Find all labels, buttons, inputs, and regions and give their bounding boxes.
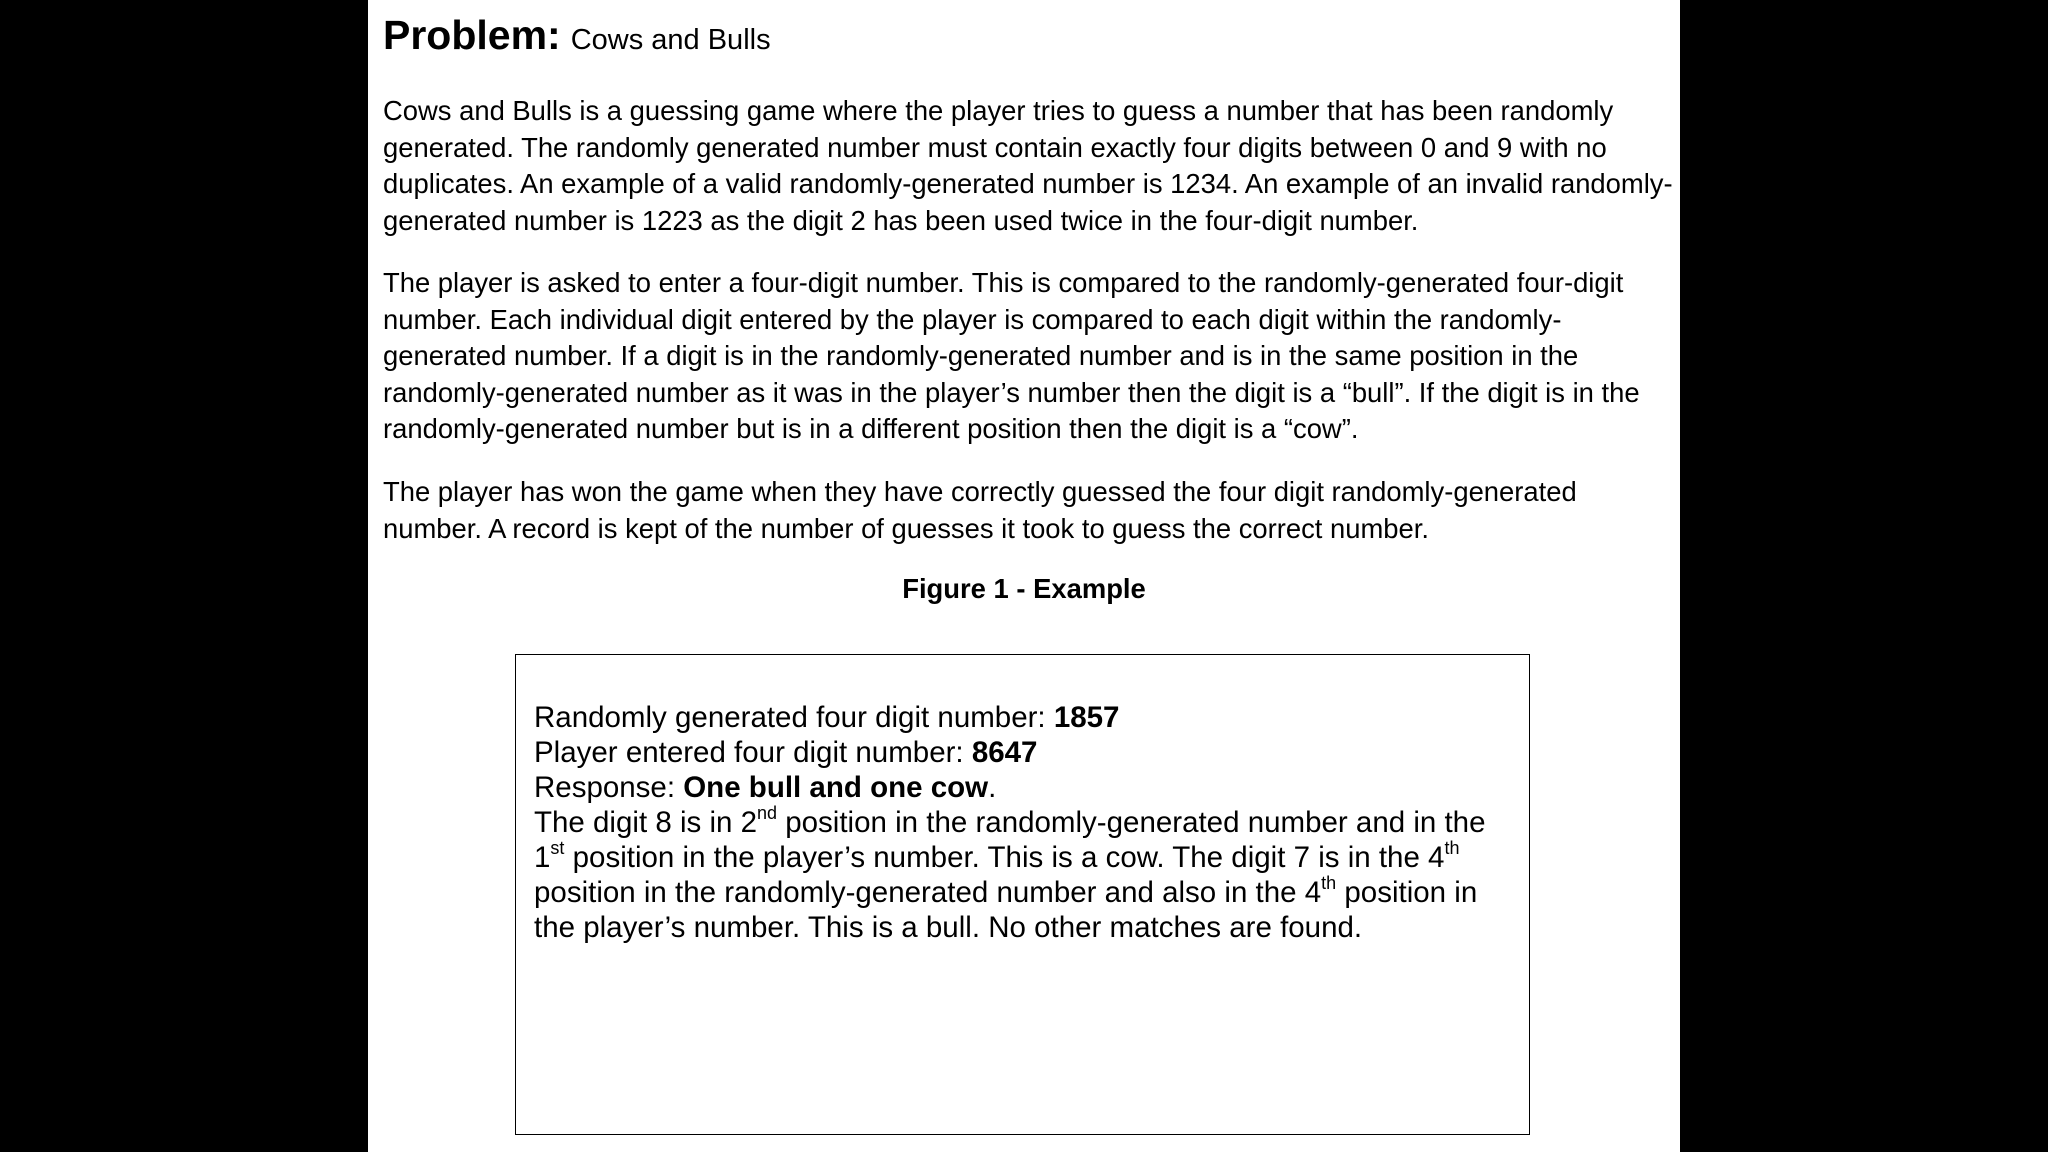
example-box: [515, 654, 1530, 1135]
heading-title: Cows and Bulls: [570, 24, 771, 56]
player-number-label: Player entered four digit number:: [534, 736, 972, 769]
response-line: [534, 770, 1524, 805]
rules-paragraph: The player is asked to enter a four-digit number. This is compared to the randomly-generated four-digit number. Each individual digit entered by the player is compared to each digit within the randomly-generated number. If a digit is in the randomly-generated number and is in the same position in the randomly-generated number as it was in the player’s number then the digit is a “bull”. If the digit is in the randomly-generated number but is in a different position then the digit is a “cow”.: [383, 267, 1640, 445]
explanation-text: position in: [1336, 876, 1478, 909]
explanation-line-3: [534, 875, 1524, 910]
explanation-text: The digit 8 is in 2: [534, 806, 758, 839]
player-number-value: 8647: [971, 736, 1038, 769]
explanation-text: position in the randomly-generated number and in the: [777, 806, 1486, 839]
explanation-text: position in the randomly-generated number and also in the 4: [534, 876, 1322, 909]
random-number-label: Randomly generated four digit number:: [534, 701, 1054, 734]
problem-heading: [383, 12, 771, 59]
document-page: [368, 0, 1680, 1152]
ordinal-suffix: st: [550, 838, 565, 858]
explanation-line-1: [534, 805, 1524, 840]
explanation-line-2: [534, 840, 1524, 875]
random-number-value: 1857: [1053, 701, 1120, 734]
ordinal-suffix: th: [1444, 838, 1460, 858]
response-value: One bull and one cow: [683, 771, 989, 804]
ordinal-suffix: nd: [757, 803, 778, 823]
explanation-text: position in the player’s number. This is a cow. The digit 7 is in the 4: [564, 841, 1445, 874]
heading-label: Problem:: [383, 12, 561, 58]
random-number-line: [534, 700, 1524, 735]
example-content: [534, 700, 1524, 945]
explanation-text: 1: [534, 841, 551, 874]
intro-paragraph: Cows and Bulls is a guessing game where the player tries to guess a number that has been randomly generated. The randomly generated number must contain exactly four digits between 0 and 9 with no duplicates. An example of a valid randomly-generated number is 1234. An example of an invalid randomly-generated number is 1223 as the digit 2 has been used twice in the four-digit number.: [383, 95, 1673, 236]
ordinal-suffix: th: [1321, 873, 1337, 893]
figure-caption: Figure 1 - Example: [902, 573, 1146, 604]
winning-paragraph: The player has won the game when they have correctly guessed the four digit randomly-generated number. A record is kept of the number of guesses it took to guess the correct number.: [383, 476, 1577, 544]
response-period: .: [988, 771, 997, 804]
player-number-line: [534, 735, 1524, 770]
explanation-line-4: the player’s number. This is a bull. No other matches are found.: [534, 911, 1363, 944]
response-label: Response:: [534, 771, 684, 804]
